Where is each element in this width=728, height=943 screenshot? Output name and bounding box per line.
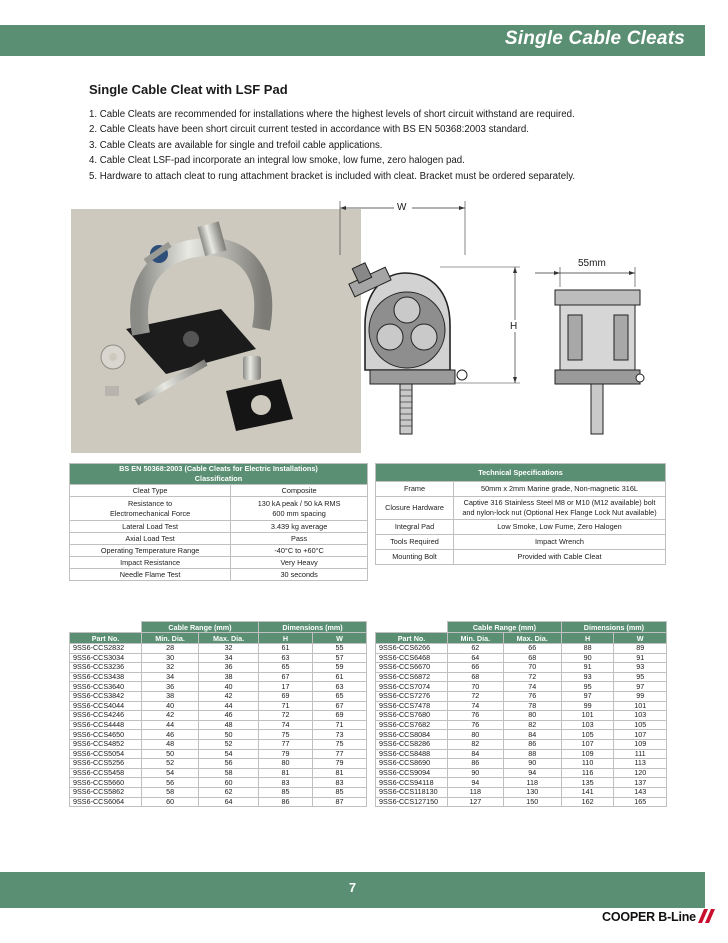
table-row bbox=[70, 797, 367, 807]
table-row bbox=[70, 691, 367, 701]
note-item: 2. Cable Cleats have been short circuit current tested in accordance with BS EN 50368:2003 standard. bbox=[89, 124, 529, 136]
w-cell: 87 bbox=[312, 797, 366, 807]
max-dia-cell: 32 bbox=[199, 644, 259, 654]
min-dia-cell: 52 bbox=[142, 759, 199, 769]
part-number-cell: 9SS6-CCS4044 bbox=[70, 701, 142, 711]
w-cell: 55 bbox=[312, 644, 366, 654]
part-number-cell: 9SS6-CCS6872 bbox=[376, 672, 448, 682]
max-dia-cell: 86 bbox=[503, 739, 561, 749]
min-dia-cell: 82 bbox=[448, 739, 504, 749]
row-label: Resistance to Electromechanical Force bbox=[70, 497, 231, 521]
row-value: Very Heavy bbox=[231, 557, 368, 569]
w-cell: 71 bbox=[312, 720, 366, 730]
part-number-cell: 9SS6-CCS8690 bbox=[376, 759, 448, 769]
part-number-cell: 9SS6-CCS4246 bbox=[70, 711, 142, 721]
part-number-cell: 9SS6-CCS7478 bbox=[376, 701, 448, 711]
max-dia-cell: 72 bbox=[503, 672, 561, 682]
w-cell: 77 bbox=[312, 749, 366, 759]
min-dia-cell: 58 bbox=[142, 787, 199, 797]
col-w: W bbox=[614, 633, 667, 644]
section-heading: Single Cable Cleat with LSF Pad bbox=[89, 82, 288, 97]
table-row bbox=[70, 739, 367, 749]
max-dia-cell: 60 bbox=[199, 778, 259, 788]
min-dia-cell: 46 bbox=[142, 730, 199, 740]
table-row bbox=[376, 778, 667, 788]
h-cell: 103 bbox=[561, 720, 614, 730]
w-cell: 137 bbox=[614, 778, 667, 788]
cable-range-header: Cable Range (mm) bbox=[448, 622, 562, 633]
h-cell: 91 bbox=[561, 663, 614, 673]
h-cell: 101 bbox=[561, 711, 614, 721]
classification-table bbox=[69, 463, 368, 581]
table-row bbox=[376, 720, 667, 730]
h-cell: 93 bbox=[561, 672, 614, 682]
table-row bbox=[376, 749, 667, 759]
w-cell: 57 bbox=[312, 653, 366, 663]
part-number-cell: 9SS6-CCS5054 bbox=[70, 749, 142, 759]
h-cell: 90 bbox=[561, 653, 614, 663]
w-cell: 93 bbox=[614, 663, 667, 673]
table-row bbox=[376, 701, 667, 711]
part-number-cell: 9SS6-CCS9094 bbox=[376, 768, 448, 778]
min-dia-cell: 76 bbox=[448, 720, 504, 730]
h-cell: 81 bbox=[258, 768, 312, 778]
w-cell: 109 bbox=[614, 739, 667, 749]
max-dia-cell: 64 bbox=[199, 797, 259, 807]
part-number-cell: 9SS6-CCS7682 bbox=[376, 720, 448, 730]
note-item: 4. Cable Cleat LSF-pad incorporate an integral low smoke, low fume, zero halogen pad. bbox=[89, 155, 465, 167]
table-row bbox=[70, 653, 367, 663]
row-value: Provided with Cable Cleat bbox=[454, 550, 666, 565]
col-h: H bbox=[258, 633, 312, 644]
page-title: Single Cable Cleats bbox=[504, 28, 685, 49]
table-row bbox=[70, 768, 367, 778]
h-cell: 74 bbox=[258, 720, 312, 730]
min-dia-cell: 56 bbox=[142, 778, 199, 788]
max-dia-cell: 62 bbox=[199, 787, 259, 797]
col-part-no: Part No. bbox=[70, 633, 142, 644]
page-number: 7 bbox=[348, 880, 357, 895]
max-dia-cell: 118 bbox=[503, 778, 561, 788]
col-min-dia: Min. Dia. bbox=[142, 633, 199, 644]
part-number-cell: 9SS6-CCS118130 bbox=[376, 787, 448, 797]
col-h: H bbox=[561, 633, 614, 644]
min-dia-cell: 70 bbox=[448, 682, 504, 692]
h-cell: 97 bbox=[561, 691, 614, 701]
parts-table-right-body bbox=[376, 644, 667, 807]
max-dia-cell: 44 bbox=[199, 701, 259, 711]
max-dia-cell: 90 bbox=[503, 759, 561, 769]
table-row bbox=[70, 759, 367, 769]
h-cell: 63 bbox=[258, 653, 312, 663]
col-min-dia: Min. Dia. bbox=[448, 633, 504, 644]
w-cell: 89 bbox=[614, 644, 667, 654]
table-row bbox=[376, 672, 667, 682]
h-cell: 71 bbox=[258, 701, 312, 711]
w-cell: 59 bbox=[312, 663, 366, 673]
part-number-cell: 9SS6-CCS94118 bbox=[376, 778, 448, 788]
part-number-cell: 9SS6-CCS8488 bbox=[376, 749, 448, 759]
w-cell: 91 bbox=[614, 653, 667, 663]
row-label: Tools Required bbox=[376, 535, 454, 550]
table-row bbox=[70, 720, 367, 730]
part-number-cell: 9SS6-CCS4650 bbox=[70, 730, 142, 740]
h-cell: 72 bbox=[258, 711, 312, 721]
h-cell: 99 bbox=[561, 701, 614, 711]
table-row bbox=[376, 691, 667, 701]
max-dia-cell: 38 bbox=[199, 672, 259, 682]
part-number-cell: 9SS6-CCS4448 bbox=[70, 720, 142, 730]
w-cell: 79 bbox=[312, 759, 366, 769]
part-number-cell: 9SS6-CCS3236 bbox=[70, 663, 142, 673]
min-dia-cell: 90 bbox=[448, 768, 504, 778]
w-cell: 143 bbox=[614, 787, 667, 797]
col-max-dia: Max. Dia. bbox=[503, 633, 561, 644]
min-dia-cell: 66 bbox=[448, 663, 504, 673]
row-value: -40°C to +60°C bbox=[231, 545, 368, 557]
min-dia-cell: 76 bbox=[448, 711, 504, 721]
min-dia-cell: 84 bbox=[448, 749, 504, 759]
part-number-cell: 9SS6-CCS5862 bbox=[70, 787, 142, 797]
h-cell: 79 bbox=[258, 749, 312, 759]
h-cell: 105 bbox=[561, 730, 614, 740]
row-label: Mounting Bolt bbox=[376, 550, 454, 565]
w-cell: 69 bbox=[312, 711, 366, 721]
part-number-cell: 9SS6-CCS8084 bbox=[376, 730, 448, 740]
max-dia-cell: 82 bbox=[503, 720, 561, 730]
row-label: Operating Temperature Range bbox=[70, 545, 231, 557]
table-row bbox=[70, 682, 367, 692]
footer-bar bbox=[0, 872, 705, 908]
w-cell: 165 bbox=[614, 797, 667, 807]
row-label: Cleat Type bbox=[70, 485, 231, 497]
w-cell: 61 bbox=[312, 672, 366, 682]
row-value: Captive 316 Stainless Steel M8 or M10 (M12 available) bolt and nylon-lock nut (Optional Hex Flange Lock Nut available) bbox=[454, 497, 666, 520]
min-dia-cell: 86 bbox=[448, 759, 504, 769]
table-row bbox=[376, 663, 667, 673]
w-cell: 85 bbox=[312, 787, 366, 797]
classification-header: BS EN 50368:2003 (Cable Cleats for Electric Installations) Classification bbox=[70, 464, 368, 485]
row-label: Lateral Load Test bbox=[70, 521, 231, 533]
row-label: Closure Hardware bbox=[376, 497, 454, 520]
max-dia-cell: 36 bbox=[199, 663, 259, 673]
max-dia-cell: 74 bbox=[503, 682, 561, 692]
h-cell: 109 bbox=[561, 749, 614, 759]
dimensions-header: Dimensions (mm) bbox=[258, 622, 366, 633]
w-cell: 63 bbox=[312, 682, 366, 692]
table-row bbox=[70, 711, 367, 721]
blank-header bbox=[376, 622, 448, 633]
h-cell: 83 bbox=[258, 778, 312, 788]
part-number-cell: 9SS6-CCS2832 bbox=[70, 644, 142, 654]
row-value: 3.439 kg average bbox=[231, 521, 368, 533]
min-dia-cell: 48 bbox=[142, 739, 199, 749]
notes-list bbox=[89, 107, 689, 184]
part-number-cell: 9SS6-CCS127150 bbox=[376, 797, 448, 807]
max-dia-cell: 40 bbox=[199, 682, 259, 692]
table-row bbox=[376, 682, 667, 692]
row-value: 50mm x 2mm Marine grade, Non-magnetic 316L bbox=[454, 482, 666, 497]
dimension-depth-label: 55mm bbox=[578, 258, 606, 269]
h-cell: 80 bbox=[258, 759, 312, 769]
table-row bbox=[70, 749, 367, 759]
row-value: Low Smoke, Low Fume, Zero Halogen bbox=[454, 520, 666, 535]
row-label: Axial Load Test bbox=[70, 533, 231, 545]
col-w: W bbox=[312, 633, 366, 644]
technical-diagrams bbox=[310, 195, 670, 445]
max-dia-cell: 94 bbox=[503, 768, 561, 778]
max-dia-cell: 78 bbox=[503, 701, 561, 711]
table-row bbox=[376, 768, 667, 778]
h-cell: 85 bbox=[258, 787, 312, 797]
max-dia-cell: 76 bbox=[503, 691, 561, 701]
max-dia-cell: 70 bbox=[503, 663, 561, 673]
h-cell: 141 bbox=[561, 787, 614, 797]
min-dia-cell: 64 bbox=[448, 653, 504, 663]
h-cell: 116 bbox=[561, 768, 614, 778]
min-dia-cell: 32 bbox=[142, 663, 199, 673]
h-cell: 95 bbox=[561, 682, 614, 692]
h-cell: 135 bbox=[561, 778, 614, 788]
max-dia-cell: 66 bbox=[503, 644, 561, 654]
max-dia-cell: 48 bbox=[199, 720, 259, 730]
row-value: Impact Wrench bbox=[454, 535, 666, 550]
max-dia-cell: 130 bbox=[503, 787, 561, 797]
table-row bbox=[70, 778, 367, 788]
table-row bbox=[376, 787, 667, 797]
table-row bbox=[70, 663, 367, 673]
h-cell: 69 bbox=[258, 691, 312, 701]
min-dia-cell: 72 bbox=[448, 691, 504, 701]
min-dia-cell: 54 bbox=[142, 768, 199, 778]
w-cell: 67 bbox=[312, 701, 366, 711]
row-label: Integral Pad bbox=[376, 520, 454, 535]
blank-header bbox=[70, 622, 142, 633]
min-dia-cell: 36 bbox=[142, 682, 199, 692]
max-dia-cell: 88 bbox=[503, 749, 561, 759]
max-dia-cell: 50 bbox=[199, 730, 259, 740]
logo-text: COOPER B-Line bbox=[602, 910, 696, 924]
w-cell: 105 bbox=[614, 720, 667, 730]
note-item: 5. Hardware to attach cleat to rung attachment bracket is included with cleat. Bracket must be ordered separately. bbox=[89, 170, 576, 182]
cable-range-header: Cable Range (mm) bbox=[142, 622, 259, 633]
w-cell: 99 bbox=[614, 691, 667, 701]
h-cell: 67 bbox=[258, 672, 312, 682]
h-cell: 107 bbox=[561, 739, 614, 749]
min-dia-cell: 74 bbox=[448, 701, 504, 711]
part-number-cell: 9SS6-CCS5660 bbox=[70, 778, 142, 788]
w-cell: 101 bbox=[614, 701, 667, 711]
note-item: 1. Cable Cleats are recommended for installations where the highest levels of short circuit withstand are required. bbox=[89, 109, 575, 120]
h-cell: 61 bbox=[258, 644, 312, 654]
min-dia-cell: 62 bbox=[448, 644, 504, 654]
w-cell: 95 bbox=[614, 672, 667, 682]
w-cell: 65 bbox=[312, 691, 366, 701]
max-dia-cell: 80 bbox=[503, 711, 561, 721]
table-row bbox=[70, 644, 367, 654]
min-dia-cell: 60 bbox=[142, 797, 199, 807]
min-dia-cell: 94 bbox=[448, 778, 504, 788]
table-row bbox=[376, 711, 667, 721]
h-cell: 65 bbox=[258, 663, 312, 673]
table-row bbox=[376, 644, 667, 654]
parts-table-left bbox=[69, 621, 367, 807]
min-dia-cell: 127 bbox=[448, 797, 504, 807]
table-row bbox=[376, 797, 667, 807]
header-bar bbox=[0, 25, 705, 56]
table-row bbox=[70, 730, 367, 740]
part-number-cell: 9SS6-CCS3640 bbox=[70, 682, 142, 692]
table-row bbox=[376, 653, 667, 663]
h-cell: 88 bbox=[561, 644, 614, 654]
part-number-cell: 9SS6-CCS7074 bbox=[376, 682, 448, 692]
parts-table-left-body bbox=[70, 644, 367, 807]
part-number-cell: 9SS6-CCS6468 bbox=[376, 653, 448, 663]
w-cell: 103 bbox=[614, 711, 667, 721]
max-dia-cell: 54 bbox=[199, 749, 259, 759]
w-cell: 75 bbox=[312, 739, 366, 749]
w-cell: 113 bbox=[614, 759, 667, 769]
part-number-cell: 9SS6-CCS6266 bbox=[376, 644, 448, 654]
table-row bbox=[376, 730, 667, 740]
part-number-cell: 9SS6-CCS3438 bbox=[70, 672, 142, 682]
w-cell: 73 bbox=[312, 730, 366, 740]
w-cell: 111 bbox=[614, 749, 667, 759]
h-cell: 17 bbox=[258, 682, 312, 692]
parts-table-right bbox=[375, 621, 667, 807]
min-dia-cell: 50 bbox=[142, 749, 199, 759]
max-dia-cell: 84 bbox=[503, 730, 561, 740]
brand-logo bbox=[602, 909, 718, 924]
part-number-cell: 9SS6-CCS5256 bbox=[70, 759, 142, 769]
col-max-dia: Max. Dia. bbox=[199, 633, 259, 644]
part-number-cell: 9SS6-CCS3842 bbox=[70, 691, 142, 701]
min-dia-cell: 80 bbox=[448, 730, 504, 740]
table-row bbox=[70, 701, 367, 711]
w-cell: 83 bbox=[312, 778, 366, 788]
col-part-no: Part No. bbox=[376, 633, 448, 644]
dimension-w-label: W bbox=[397, 202, 407, 213]
h-cell: 86 bbox=[258, 797, 312, 807]
row-label: Frame bbox=[376, 482, 454, 497]
table-row bbox=[376, 739, 667, 749]
max-dia-cell: 46 bbox=[199, 711, 259, 721]
part-number-cell: 9SS6-CCS7680 bbox=[376, 711, 448, 721]
h-cell: 110 bbox=[561, 759, 614, 769]
max-dia-cell: 34 bbox=[199, 653, 259, 663]
min-dia-cell: 28 bbox=[142, 644, 199, 654]
part-number-cell: 9SS6-CCS6670 bbox=[376, 663, 448, 673]
min-dia-cell: 34 bbox=[142, 672, 199, 682]
note-item: 3. Cable Cleats are available for single and trefoil cable applications. bbox=[89, 139, 383, 151]
h-cell: 162 bbox=[561, 797, 614, 807]
min-dia-cell: 38 bbox=[142, 691, 199, 701]
min-dia-cell: 40 bbox=[142, 701, 199, 711]
max-dia-cell: 150 bbox=[503, 797, 561, 807]
min-dia-cell: 118 bbox=[448, 787, 504, 797]
part-number-cell: 9SS6-CCS5458 bbox=[70, 768, 142, 778]
min-dia-cell: 42 bbox=[142, 711, 199, 721]
technical-spec-table bbox=[375, 463, 666, 565]
min-dia-cell: 44 bbox=[142, 720, 199, 730]
h-cell: 75 bbox=[258, 730, 312, 740]
row-value: 130 kA peak / 50 kA RMS 600 mm spacing bbox=[231, 497, 368, 521]
row-value: Pass bbox=[231, 533, 368, 545]
w-cell: 81 bbox=[312, 768, 366, 778]
h-cell: 77 bbox=[258, 739, 312, 749]
max-dia-cell: 68 bbox=[503, 653, 561, 663]
min-dia-cell: 68 bbox=[448, 672, 504, 682]
table-row bbox=[376, 759, 667, 769]
w-cell: 97 bbox=[614, 682, 667, 692]
max-dia-cell: 56 bbox=[199, 759, 259, 769]
cooper-bline-logo-icon bbox=[698, 909, 718, 923]
w-cell: 120 bbox=[614, 768, 667, 778]
part-number-cell: 9SS6-CCS4852 bbox=[70, 739, 142, 749]
table-row bbox=[70, 672, 367, 682]
row-label: Needle Flame Test bbox=[70, 569, 231, 581]
w-cell: 107 bbox=[614, 730, 667, 740]
row-value: Composite bbox=[231, 485, 368, 497]
technical-spec-header: Technical Specifications bbox=[376, 464, 666, 482]
part-number-cell: 9SS6-CCS8286 bbox=[376, 739, 448, 749]
max-dia-cell: 52 bbox=[199, 739, 259, 749]
part-number-cell: 9SS6-CCS3034 bbox=[70, 653, 142, 663]
max-dia-cell: 58 bbox=[199, 768, 259, 778]
part-number-cell: 9SS6-CCS6064 bbox=[70, 797, 142, 807]
table-row bbox=[70, 787, 367, 797]
dimensions-header: Dimensions (mm) bbox=[561, 622, 666, 633]
max-dia-cell: 42 bbox=[199, 691, 259, 701]
dimension-h-label: H bbox=[510, 321, 518, 332]
min-dia-cell: 30 bbox=[142, 653, 199, 663]
part-number-cell: 9SS6-CCS7276 bbox=[376, 691, 448, 701]
row-label: Impact Resistance bbox=[70, 557, 231, 569]
row-value: 30 seconds bbox=[231, 569, 368, 581]
